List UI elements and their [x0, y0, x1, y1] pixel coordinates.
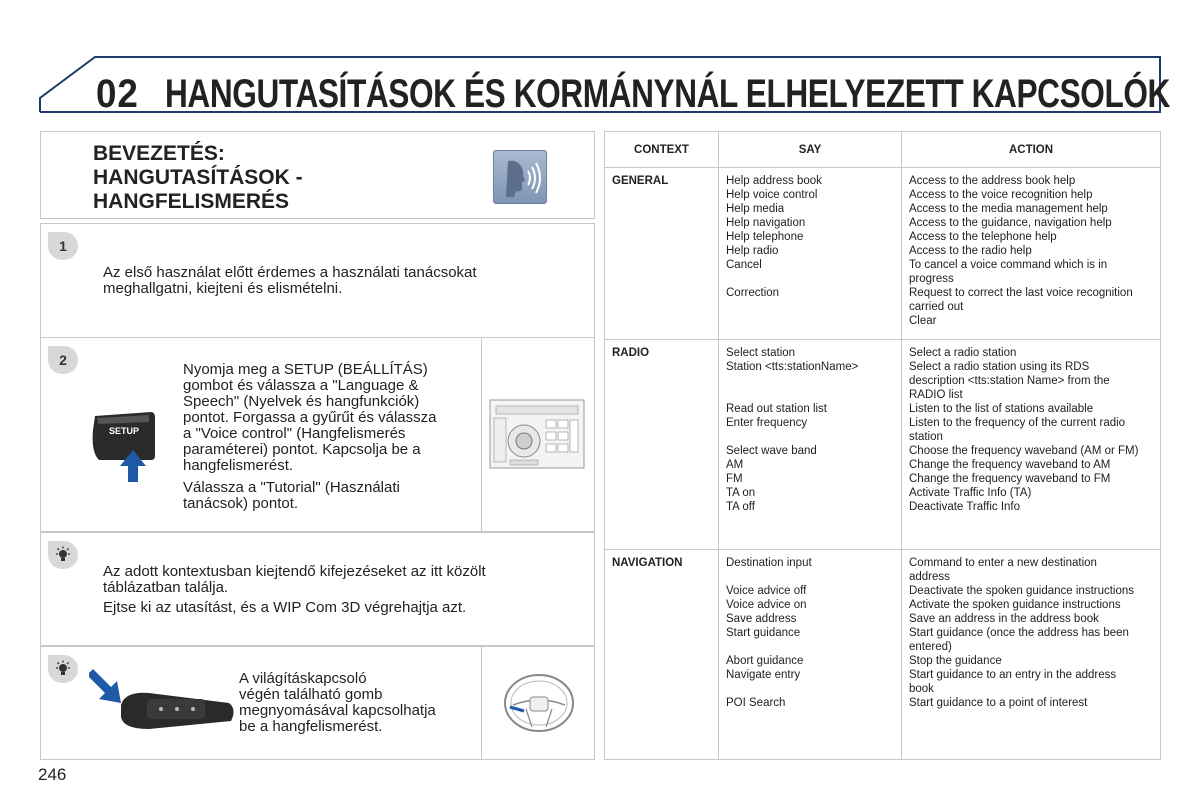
step-2-box [40, 337, 595, 532]
tip-2-box [40, 646, 595, 760]
context-cell: GENERAL [605, 168, 719, 340]
table-row [605, 550, 1161, 760]
context-cell: NAVIGATION [605, 550, 719, 760]
say-cell: Help address book Help voice control Help media Help navigation Help telephone Help radio Cancel Correction [719, 168, 902, 340]
chapter-title: HANGUTASÍTÁSOK ÉS KORMÁNYNÁL ELHELYEZETT KAPCSOLÓK [165, 72, 1170, 116]
context-cell: RADIO [605, 340, 719, 550]
action-cell: Select a radio station Select a radio station using its RDS description <tts:station Name> from the RADIO list Listen to the list of stations available Listen to the frequency of the current radio station Choose the frequency waveband (AM or FM) Change the frequency waveband to AM Change the frequency waveband to FM Activate Traffic Info (TA) Deactivate Traffic Info [902, 340, 1161, 550]
action-cell: Access to the address book help Access to the voice recognition help Access to the media management help Access to the guidance, navigation help Access to the telephone help Access to the radio help To cancel a voice command which is in progress Request to correct the last voice recognition carried out Clear [902, 168, 1161, 340]
voice-commands-table [604, 131, 1161, 760]
intro-title-box [40, 131, 595, 219]
light-stalk-illustration [89, 665, 239, 745]
section-heading: BEVEZETÉS: HANGUTASÍTÁSOK - HANGFELISMERÉS [93, 142, 303, 213]
step-badge-1: 1 [48, 232, 78, 260]
tip-1-text-2: Ejtse ki az utasítást, és a WIP Com 3D végrehajtja azt. [103, 599, 467, 616]
setup-button-label: SETUP [109, 426, 140, 436]
say-cell: Select station Station <tts:stationName> Read out station list Enter frequency Select wave band AM FM TA on TA off [719, 340, 902, 550]
table-row [605, 340, 1161, 550]
tip-1-text: Az adott kontextusban kiejtendő kifejezéseket az itt közölt táblázatban találja. [103, 563, 486, 596]
step-1-text: Az első használat előtt érdemes a használati tanácsokat meghallgatni, kiejteni és elismételni. [103, 264, 477, 297]
setup-button-illustration [89, 410, 159, 485]
chapter-number: 02 [96, 72, 139, 116]
step-badge-2: 2 [48, 346, 78, 374]
column-header-say: SAY [719, 132, 902, 168]
step-2-text: Nyomja meg a SETUP (BEÁLLÍTÁS) gombot és válassza a "Language & Speech" (Nyelvek és hangfunkciók) pontot. Forgassa a gyűrűt és válassza a "Voice control" (Hangfelismerés paraméterei) pontot. Kapcsolja be a hangfelismerést. [183, 361, 437, 474]
action-cell: Command to enter a new destination address Deactivate the spoken guidance instructions Activate the spoken guidance instructions Save an address in the address book Start guidance (once the address has been entered) Stop the guidance Start guidance to an entry in the address book Start guidance to a point of interest [902, 550, 1161, 760]
lightbulb-icon [48, 541, 78, 569]
table-header-row [605, 132, 1161, 168]
page-number: 246 [38, 765, 67, 784]
column-header-context: CONTEXT [605, 132, 719, 168]
tip-2-text: A világításkapcsoló végén található gomb megnyomásával kapcsolhatja be a hangfelismerést. [239, 670, 436, 735]
lightbulb-icon [48, 655, 78, 683]
radio-unit-illustration [481, 338, 595, 531]
steering-wheel-illustration [481, 647, 595, 759]
column-header-action: ACTION [902, 132, 1161, 168]
say-cell: Destination input Voice advice off Voice advice on Save address Start guidance Abort guidance Navigate entry POI Search [719, 550, 902, 760]
tip-1-box [40, 532, 595, 646]
table-row [605, 168, 1161, 340]
voice-recognition-icon [493, 150, 547, 204]
step-2-text-2: Válassza a "Tutorial" (Használati tanácsok) pontot. [183, 479, 400, 512]
step-1-box [40, 223, 595, 338]
